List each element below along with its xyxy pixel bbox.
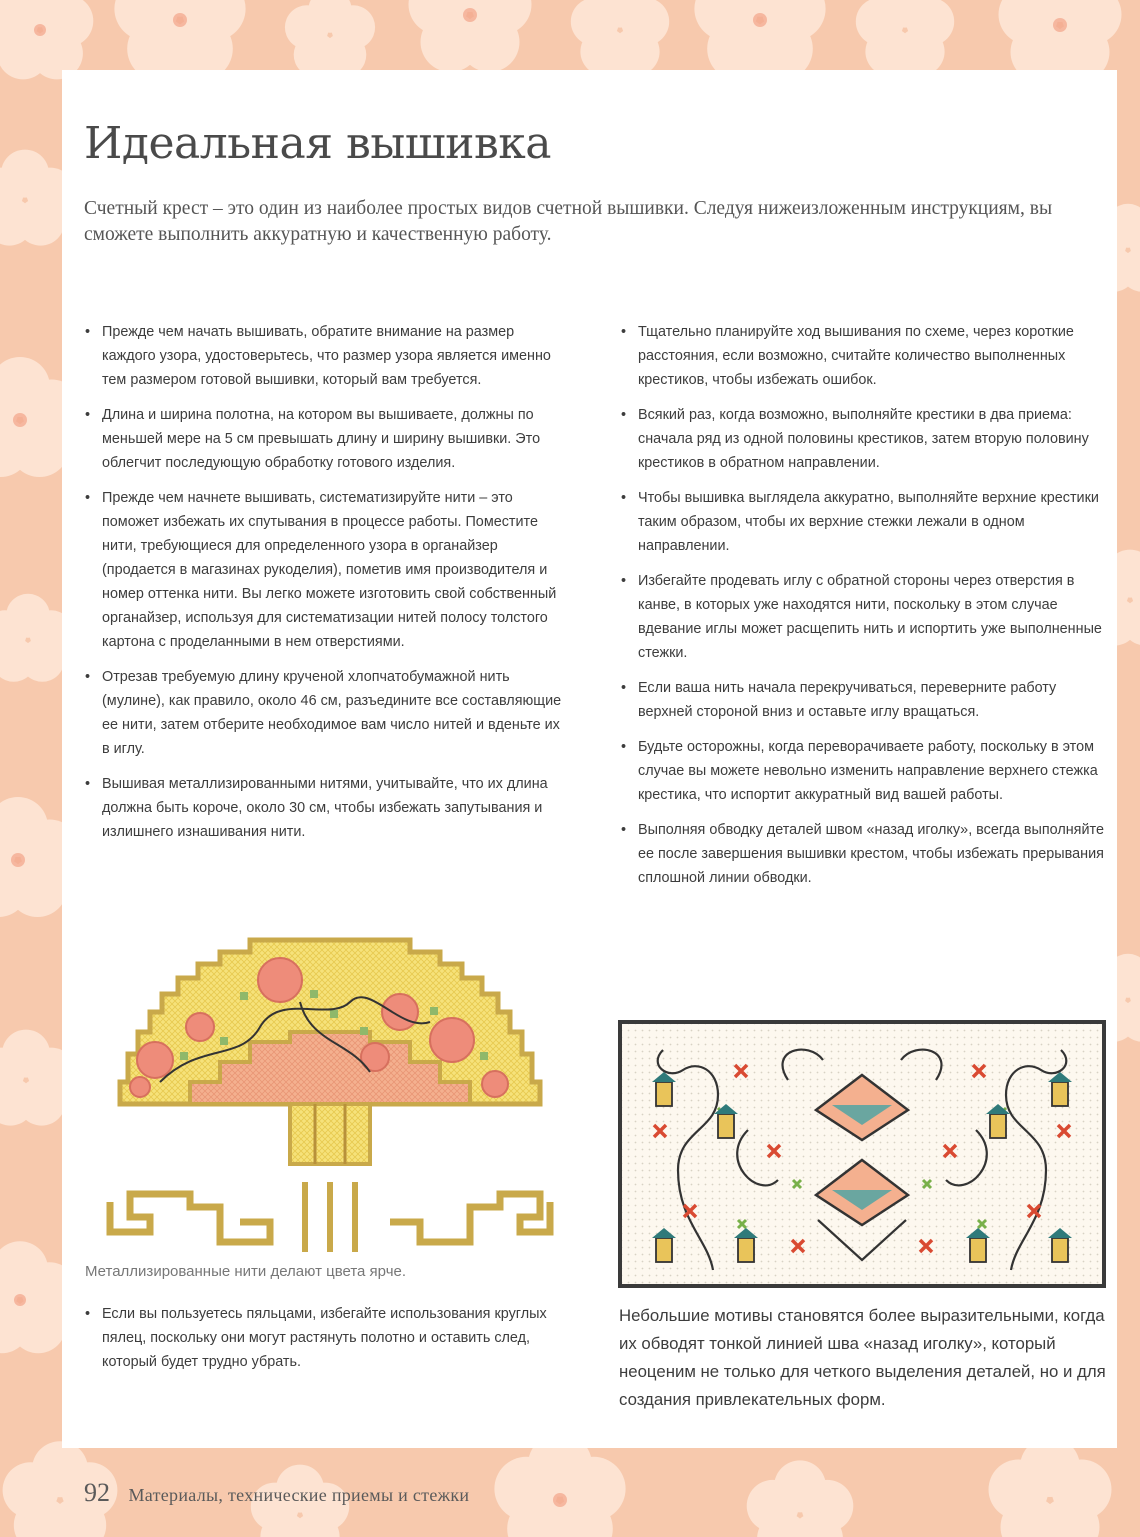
sampler-embroidery-image [618,1020,1106,1288]
bullet: • [621,573,627,589]
list-item: • Будьте осторожны, когда переворачиваете работу, поскольку в этом случае вы можете невольно изменить направление верхнего стежка крестика, что испортит аккуратный вид вашей работы. [621,735,1111,807]
list-item: • Всякий раз, когда возможно, выполняйте крестики в два приема: сначала ряд из одной половины крестиков, затем вторую половину крестиков в обратном направлении. [621,403,1111,475]
section-title: Материалы, технические приемы и стежки [128,1485,470,1505]
list-item: • Прежде чем начнете вышивать, систематизируйте нити – это поможет избежать их спутывания в процессе работы. Поместите нити, требующиеся для определенного узора в органайзер (продается в магазинах рукоделия), пометив имя производителя и номер оттенка нити. Вы легко можете изготовить свой собственный органайзер, используя для систематизации нитей полосу толстого картона с проделанными в нем отверстиями. [85,486,570,654]
bullet: • [85,1306,91,1322]
caption-left: Металлизированные нити делают цвета ярче. [85,1263,407,1280]
page-footer [84,1478,469,1508]
bullet: • [85,490,91,506]
list-item: • Избегайте продевать иглу с обратной стороны через отверстия в канве, в которых уже находятся нити, поскольку в этом случае вдевание иглы может расщепить нить и испортить уже выполненные стежки. [621,569,1111,665]
fan-embroidery-image [100,932,560,1262]
bullet: • [621,324,627,340]
page-title: Идеальная вышивка [84,118,551,169]
bottom-left-list [85,1302,555,1385]
bullet: • [85,407,91,423]
bullet: • [621,490,627,506]
list-item: • Выполняя обводку деталей швом «назад иголку», всегда выполняйте ее после завершения вышивки крестом, чтобы избежать прерывания сплошной линии обводки. [621,818,1111,890]
left-column-list [85,320,570,855]
list-item: • Если ваша нить начала перекручиваться, переверните работу верхней стороной вниз и оставьте иглу вращаться. [621,676,1111,724]
bullet: • [85,669,91,685]
intro-paragraph: Счетный крест – это один из наиболее простых видов счетной вышивки. Следуя нижеизложенным инструкциям, вы сможете выполнить аккуратную и качественную работу. [84,198,1053,245]
list-item: • Прежде чем начать вышивать, обратите внимание на размер каждого узора, удостоверьтесь, что размер узора является именно тем размером готовой вышивки, который вам требуется. [85,320,570,392]
right-column-list [621,320,1111,901]
bullet: • [85,776,91,792]
list-item: • Отрезав требуемую длину крученой хлопчатобумажной нить (мулине), как правило, около 46 см, разъедините все составляющие ее нити, затем отберите необходимое вам число нитей и вденьте их в иглу. [85,665,570,761]
list-item: • Вышивая металлизированными нитями, учитывайте, что их длина должна быть короче, около 30 см, чтобы избежать запутывания и излишнего изнашивания нити. [85,772,570,844]
page-number: 92 [84,1478,110,1507]
list-item: • Тщательно планируйте ход вышивания по схеме, через короткие расстояния, если возможно, считайте количество выполненных крестиков, чтобы избежать ошибок. [621,320,1111,392]
bullet: • [621,822,627,838]
bullet: • [621,407,627,423]
bullet: • [621,739,627,755]
bullet: • [621,680,627,696]
list-item: • Чтобы вышивка выглядела аккуратно, выполняйте верхние крестики таким образом, чтобы их верхние стежки лежали в одном направлении. [621,486,1111,558]
list-item: • Если вы пользуетесь пяльцами, избегайте использования круглых пялец, поскольку они могут растянуть полотно и оставить след, который будет трудно убрать. [85,1302,555,1374]
caption-right: Небольшие мотивы становятся более выразительными, когда их обводят тонкой линией шва «назад иголку», который неоценим не только для четкого выделения деталей, но и для создания привлекательных форм. [619,1306,1106,1409]
list-item: • Длина и ширина полотна, на котором вы вышиваете, должны по меньшей мере на 5 см превышать длину и ширину вышивки. Это облегчит последующую обработку готового изделия. [85,403,570,475]
bullet: • [85,324,91,340]
